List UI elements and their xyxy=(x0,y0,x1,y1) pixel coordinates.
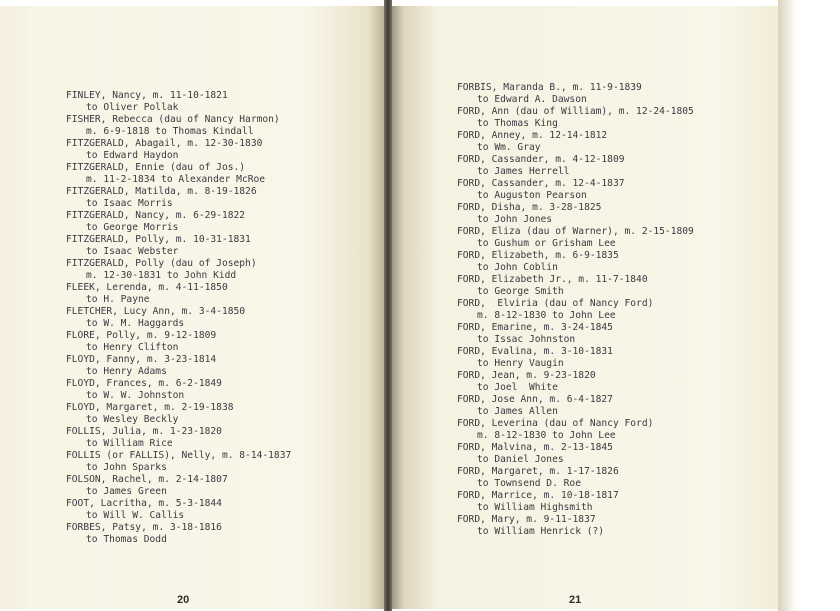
marriage-entry xyxy=(457,82,767,106)
entry-name-line: FOOT, Lacritha, m. 5-3-1844 xyxy=(66,498,222,509)
marriage-entry xyxy=(66,114,376,138)
marriage-entry xyxy=(66,474,376,498)
entry-spouse-line: to W. W. Johnston xyxy=(86,390,185,401)
page-number-left: 20 xyxy=(177,594,190,606)
marriage-entry xyxy=(66,258,376,282)
entry-list-right xyxy=(457,82,767,538)
entry-spouse-line: to Auguston Pearson xyxy=(477,190,587,201)
entry-spouse-line: m. 12-30-1831 to John Kidd xyxy=(86,270,237,281)
entry-name-line: FOLLIS (or FALLIS), Nelly, m. 8-14-1837 xyxy=(66,450,292,461)
entry-spouse-line: to Isaac Webster xyxy=(86,246,179,257)
marriage-entry xyxy=(66,162,376,186)
page-edge xyxy=(778,0,840,611)
left-page xyxy=(0,6,384,609)
entry-spouse-line: to Daniel Jones xyxy=(477,454,564,465)
marriage-entry xyxy=(457,154,767,178)
entry-name-line: FORD, Mary, m. 9-11-1837 xyxy=(457,514,596,525)
marriage-entry xyxy=(457,250,767,274)
entry-name-line: FORD, Leverina (dau of Nancy Ford) xyxy=(457,418,654,429)
marriage-entry xyxy=(66,378,376,402)
marriage-entry xyxy=(66,210,376,234)
marriage-entry xyxy=(457,130,767,154)
marriage-entry xyxy=(457,202,767,226)
marriage-entry xyxy=(457,370,767,394)
marriage-entry xyxy=(66,402,376,426)
marriage-entry xyxy=(457,418,767,442)
marriage-entry xyxy=(66,186,376,210)
marriage-entry xyxy=(66,498,376,522)
entry-spouse-line: to H. Payne xyxy=(86,294,150,305)
entry-spouse-line: to Gushum or Grisham Lee xyxy=(477,238,616,249)
entry-name-line: FITZGERALD, Abagail, m. 12-30-1830 xyxy=(66,138,263,149)
entry-name-line: FINLEY, Nancy, m. 11-10-1821 xyxy=(66,90,228,101)
entry-spouse-line: to Henry Adams xyxy=(86,366,167,377)
entry-spouse-line: to James Allen xyxy=(477,406,558,417)
marriage-entry xyxy=(66,426,376,450)
entry-spouse-line: to Will W. Callis xyxy=(86,510,185,521)
page-number-right: 21 xyxy=(569,594,582,606)
entry-name-line: FORD, Jean, m. 9-23-1820 xyxy=(457,370,596,381)
entry-spouse-line: to James Green xyxy=(86,486,167,497)
entry-name-line: FLOYD, Margaret, m. 2-19-1838 xyxy=(66,402,234,413)
entry-spouse-line: to Wm. Gray xyxy=(477,142,541,153)
entry-spouse-line: to Edward A. Dawson xyxy=(477,94,587,105)
entry-spouse-line: to Thomas King xyxy=(477,118,558,129)
entry-spouse-line: m. 8-12-1830 to John Lee xyxy=(477,430,616,441)
marriage-entry xyxy=(66,138,376,162)
entry-name-line: FISHER, Rebecca (dau of Nancy Harmon) xyxy=(66,114,280,125)
entry-name-line: FORD, Ann (dau of William), m. 12-24-1805 xyxy=(457,106,694,117)
marriage-entry xyxy=(457,394,767,418)
entry-spouse-line: to William Highsmith xyxy=(477,502,593,513)
entry-name-line: FORD, Elizabeth Jr., m. 11-7-1840 xyxy=(457,274,648,285)
marriage-entry xyxy=(66,330,376,354)
entry-name-line: FITZGERALD, Polly, m. 10-31-1831 xyxy=(66,234,251,245)
marriage-entry xyxy=(66,450,376,474)
entry-name-line: FOLSON, Rachel, m. 2-14-1807 xyxy=(66,474,228,485)
entry-name-line: FORD, Malvina, m. 2-13-1845 xyxy=(457,442,613,453)
marriage-entry xyxy=(66,306,376,330)
entry-name-line: FORD, Marrice, m. 10-18-1817 xyxy=(457,490,619,501)
entry-name-line: FORD, Anney, m. 12-14-1812 xyxy=(457,130,608,141)
entry-name-line: FORD, Cassander, m. 4-12-1809 xyxy=(457,154,625,165)
entry-spouse-line: m. 11-2-1834 to Alexander McRoe xyxy=(86,174,266,185)
entry-spouse-line: to Henry Clifton xyxy=(86,342,179,353)
entry-name-line: FORD, Margaret, m. 1-17-1826 xyxy=(457,466,619,477)
entry-spouse-line: to John Sparks xyxy=(86,462,167,473)
marriage-entry xyxy=(457,178,767,202)
marriage-entry xyxy=(66,90,376,114)
entry-name-line: FORD, Jose Ann, m. 6-4-1827 xyxy=(457,394,613,405)
entry-spouse-line: to William Rice xyxy=(86,438,173,449)
entry-spouse-line: to Thomas Dodd xyxy=(86,534,167,545)
entry-spouse-line: to Joel White xyxy=(477,382,558,393)
entry-name-line: FORBES, Patsy, m. 3-18-1816 xyxy=(66,522,222,533)
entry-spouse-line: m. 6-9-1818 to Thomas Kindall xyxy=(86,126,254,137)
entry-spouse-line: to Issac Johnston xyxy=(477,334,576,345)
entry-spouse-line: to George Smith xyxy=(477,286,564,297)
entry-name-line: FLEEK, Lerenda, m. 4-11-1850 xyxy=(66,282,228,293)
entry-spouse-line: to William Henrick (?) xyxy=(477,526,605,537)
marriage-entry xyxy=(457,490,767,514)
marriage-entry xyxy=(457,442,767,466)
book-gutter xyxy=(384,0,392,611)
entry-spouse-line: to Oliver Pollak xyxy=(86,102,179,113)
entry-name-line: FORD, Elizabeth, m. 6-9-1835 xyxy=(457,250,619,261)
entry-spouse-line: to Townsend D. Roe xyxy=(477,478,581,489)
entry-name-line: FORBIS, Maranda B., m. 11-9-1839 xyxy=(457,82,642,93)
marriage-entry xyxy=(457,514,767,538)
entry-name-line: FORD, Emarine, m. 3-24-1845 xyxy=(457,322,613,333)
entry-spouse-line: to Henry Vaugin xyxy=(477,358,564,369)
entry-spouse-line: to James Herrell xyxy=(477,166,570,177)
marriage-entry xyxy=(457,226,767,250)
marriage-entry xyxy=(457,106,767,130)
entry-name-line: FLOYD, Fanny, m. 3-23-1814 xyxy=(66,354,217,365)
entry-spouse-line: to Isaac Morris xyxy=(86,198,173,209)
entry-spouse-line: to Edward Haydon xyxy=(86,150,179,161)
entry-name-line: FORD, Disha, m. 3-28-1825 xyxy=(457,202,602,213)
entry-name-line: FORD, Elviria (dau of Nancy Ford) xyxy=(457,298,654,309)
marriage-entry xyxy=(66,234,376,258)
marriage-entry xyxy=(457,466,767,490)
entry-spouse-line: to W. M. Haggards xyxy=(86,318,185,329)
entry-name-line: FITZGERALD, Nancy, m. 6-29-1822 xyxy=(66,210,246,221)
entry-list-left xyxy=(66,90,376,546)
entry-name-line: FORD, Eliza (dau of Warner), m. 2-15-1809 xyxy=(457,226,694,237)
entry-spouse-line: to John Coblin xyxy=(477,262,558,273)
marriage-entry xyxy=(457,298,767,322)
entry-name-line: FOLLIS, Julia, m. 1-23-1820 xyxy=(66,426,222,437)
marriage-entry xyxy=(457,322,767,346)
marriage-entry xyxy=(66,282,376,306)
marriage-entry xyxy=(457,274,767,298)
entry-spouse-line: to John Jones xyxy=(477,214,553,225)
marriage-entry xyxy=(66,522,376,546)
right-page xyxy=(392,6,778,609)
entry-spouse-line: to Wesley Beckly xyxy=(86,414,179,425)
entry-name-line: FITZGERALD, Polly (dau of Joseph) xyxy=(66,258,257,269)
marriage-entry xyxy=(457,346,767,370)
entry-name-line: FORD, Evalina, m. 3-10-1831 xyxy=(457,346,613,357)
entry-name-line: FITZGERALD, Ennie (dau of Jos.) xyxy=(66,162,246,173)
entry-name-line: FORD, Cassander, m. 12-4-1837 xyxy=(457,178,625,189)
entry-spouse-line: to George Morris xyxy=(86,222,179,233)
entry-name-line: FLOYD, Frances, m. 6-2-1849 xyxy=(66,378,222,389)
entry-name-line: FITZGERALD, Matilda, m. 8-19-1826 xyxy=(66,186,257,197)
entry-spouse-line: m. 8-12-1830 to John Lee xyxy=(477,310,616,321)
entry-name-line: FLETCHER, Lucy Ann, m. 3-4-1850 xyxy=(66,306,246,317)
entry-name-line: FLORE, Polly, m. 9-12-1809 xyxy=(66,330,217,341)
marriage-entry xyxy=(66,354,376,378)
